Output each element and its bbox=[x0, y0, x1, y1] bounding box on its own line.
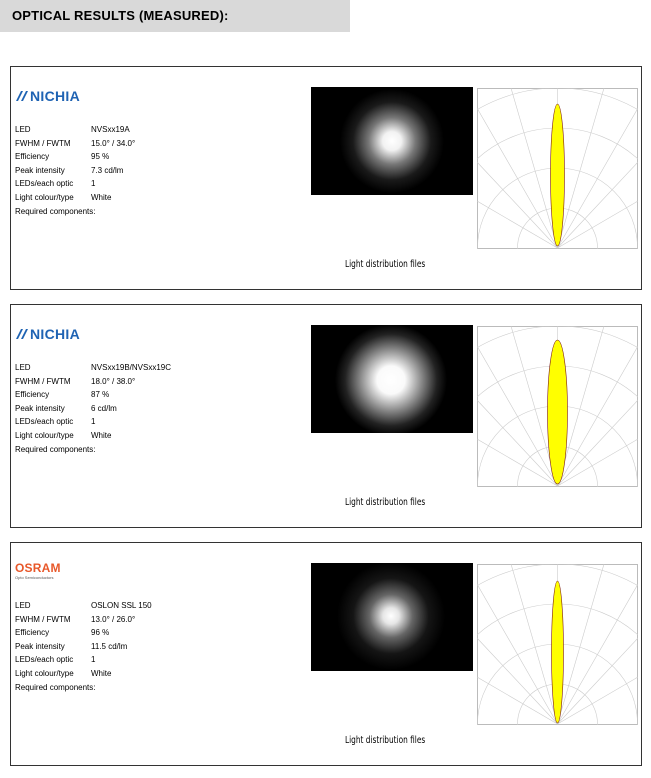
polar-diagram bbox=[477, 326, 638, 487]
polar-diagram bbox=[477, 88, 638, 249]
light-colour-value: White bbox=[91, 192, 112, 202]
led-label: LED bbox=[15, 125, 31, 134]
beam-image bbox=[311, 325, 473, 433]
efficiency-value: 87 % bbox=[91, 390, 110, 400]
intensity-curve bbox=[548, 340, 568, 484]
brand-name: OSRAM bbox=[15, 561, 61, 575]
beam-image bbox=[311, 87, 473, 195]
required-label: Required components: bbox=[15, 682, 96, 692]
section-title: OPTICAL RESULTS (MEASURED): bbox=[12, 8, 229, 23]
leds-per-optic-label: LEDs/each optic bbox=[15, 417, 74, 427]
efficiency-label: Efficiency bbox=[15, 152, 50, 162]
leds-per-optic-value: 1 bbox=[91, 417, 96, 427]
leds-per-optic-value: 1 bbox=[91, 655, 96, 665]
peak-label: Peak intensity bbox=[15, 165, 65, 175]
light-colour-label: Light colour/type bbox=[15, 192, 74, 202]
led-label: LED bbox=[15, 363, 31, 372]
nichia-logo bbox=[15, 87, 80, 105]
required-label: Required components: bbox=[15, 206, 96, 216]
leds-per-optic-label: LEDs/each optic bbox=[15, 655, 74, 665]
fwhm-value: 18.0° / 38.0° bbox=[91, 376, 136, 386]
fwhm-value: 13.0° / 26.0° bbox=[91, 614, 136, 624]
light-colour-label: Light colour/type bbox=[15, 430, 74, 440]
led-label: LED bbox=[15, 601, 31, 610]
efficiency-label: Efficiency bbox=[15, 390, 50, 400]
peak-value: 11.5 cd/lm bbox=[91, 641, 128, 651]
fwhm-label: FWHM / FWTM bbox=[15, 614, 71, 624]
optic-card-1 bbox=[10, 66, 642, 290]
peak-value: 6 cd/lm bbox=[91, 403, 117, 413]
brand-name: NICHIA bbox=[30, 88, 81, 104]
beam-image bbox=[311, 563, 473, 671]
optic-card-2 bbox=[10, 304, 642, 528]
nichia-mark-icon bbox=[15, 90, 29, 102]
leds-per-optic-value: 1 bbox=[91, 179, 96, 189]
efficiency-label: Efficiency bbox=[15, 628, 50, 638]
section-header bbox=[0, 0, 350, 32]
light-colour-value: White bbox=[91, 668, 112, 678]
optic-card-3 bbox=[10, 542, 642, 766]
light-distribution-files-link[interactable]: Light distribution files bbox=[345, 735, 426, 746]
osram-logo bbox=[15, 561, 61, 580]
light-distribution-files-link[interactable]: Light distribution files bbox=[345, 259, 426, 270]
efficiency-value: 96 % bbox=[91, 628, 110, 638]
required-label: Required components: bbox=[15, 444, 96, 454]
peak-label: Peak intensity bbox=[15, 641, 65, 651]
intensity-curve bbox=[552, 581, 564, 723]
led-value: NVSxx19B/NVSxx19C bbox=[91, 363, 172, 372]
efficiency-value: 95 % bbox=[91, 152, 110, 162]
brand-name: NICHIA bbox=[30, 326, 81, 342]
nichia-logo bbox=[15, 325, 80, 343]
nichia-mark-icon bbox=[15, 328, 29, 340]
fwhm-label: FWHM / FWTM bbox=[15, 138, 71, 148]
peak-label: Peak intensity bbox=[15, 403, 65, 413]
intensity-curve bbox=[551, 104, 565, 246]
brand-tagline: Opto Semiconductors bbox=[15, 575, 54, 580]
light-colour-label: Light colour/type bbox=[15, 668, 74, 678]
light-colour-value: White bbox=[91, 430, 112, 440]
polar-diagram bbox=[477, 564, 638, 725]
leds-per-optic-label: LEDs/each optic bbox=[15, 179, 74, 189]
fwhm-label: FWHM / FWTM bbox=[15, 376, 71, 386]
led-value: OSLON SSL 150 bbox=[91, 601, 152, 610]
led-value: NVSxx19A bbox=[91, 125, 130, 134]
peak-value: 7.3 cd/lm bbox=[91, 165, 124, 175]
fwhm-value: 15.0° / 34.0° bbox=[91, 138, 136, 148]
light-distribution-files-link[interactable]: Light distribution files bbox=[345, 497, 426, 508]
